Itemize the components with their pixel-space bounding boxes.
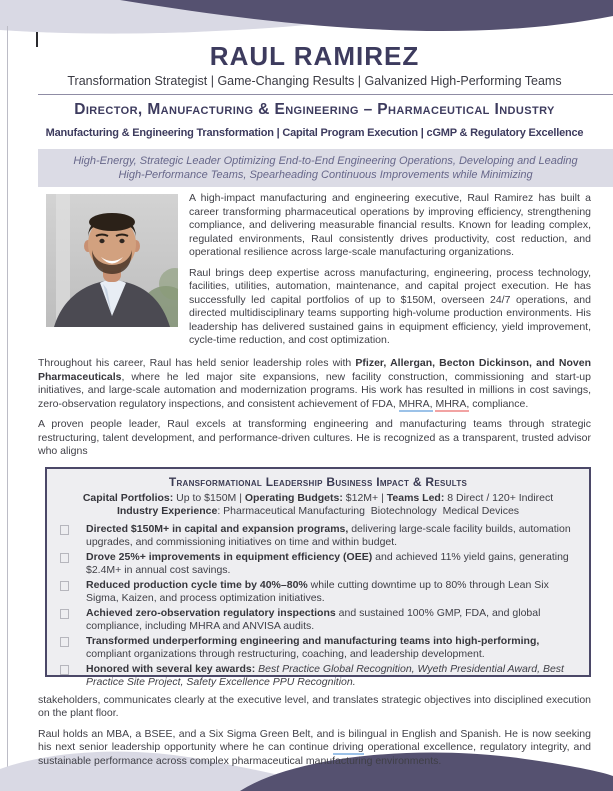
checkbox-icon	[60, 665, 69, 675]
profile-photo	[46, 194, 178, 327]
specialty-line: Manufacturing & Engineering Transformation | Capital Program Execution | cGMP & Regulatory Excellence	[45, 127, 584, 139]
summary-banner	[38, 149, 613, 187]
tagline: Transformation Strategist | Game-Changing Results | Galvanized High-Performing Teams	[67, 74, 562, 88]
checkbox-icon	[60, 637, 69, 647]
checkbox-icon	[60, 553, 69, 563]
bullet-item: Directed $150M+ in capital and expansion programs, delivering large-scale facility builds, automation upgrades, and commissioning initiatives on time and within budget.	[47, 523, 579, 549]
checkbox-icon	[60, 525, 69, 535]
impact-box-title: Transformational Leadership Business Impact & Results	[168, 474, 468, 489]
text-cursor	[36, 32, 38, 47]
bullet-item: Honored with several key awards: Best Practice Global Recognition, Wyeth Presidential Award, Best Practice Site Project, Safety Excellence PPU Recognition.	[47, 663, 579, 689]
summary-paragraph-1: A high-impact manufacturing and engineering executive, Raul Ramirez has built a career transforming pharmaceutical operations by improving efficiency, strengthening compliance, and delivering measurable financial results. Known for leading complex, regulated environments, Raul consistently drives productivity, cost reduction, and operational resilience across large-scale manufacturing organizations.	[189, 192, 591, 258]
header-divider	[38, 94, 613, 95]
impact-bullets	[47, 523, 589, 689]
stats-line-1: Capital Portfolios: Up to $150M | Operating Budgets: $12M+ | Teams Led: 8 Direct / 120+ Indirect	[82, 491, 554, 504]
companies-bold: Pfizer, Allergan, Becton Dickinson, and Noven Pharmaceuticals	[38, 357, 591, 383]
spelling-underline: MHRA,	[435, 397, 470, 410]
awards-italic: Best Practice Global Recognition, Wyeth Presidential Award, Best Practice Site Project, Safety Excellence PPU Recognition.	[86, 662, 564, 688]
bullet-item: Reduced production cycle time by 40%–80% while cutting downtime up to 80% through Lean Six Sigma, Kaizen, and process optimization initiatives.	[47, 579, 579, 605]
bullet-item: Transformed underperforming engineering and manufacturing teams into high-performing, compliant organizations through restructuring, coaching, and leadership development.	[47, 635, 579, 661]
checkbox-icon	[60, 609, 69, 619]
role-title: Director, Manufacturing & Engineering – Pharmaceutical Industry	[74, 101, 555, 118]
impact-stats	[47, 492, 589, 518]
name-heading: RAUL RAMIREZ	[209, 41, 420, 71]
bullet-item: Drove 25%+ improvements in equipment efficiency (OEE) and achieved 11% yield gains, generating $2.4M+ in annual cost savings.	[47, 551, 579, 577]
banner-line-1: High-Energy, Strategic Leader Optimizing End-to-End Engineering Operations, Developing and Leading	[73, 155, 578, 167]
summary-paragraph-2: Raul brings deep expertise across manufacturing, engineering, process technology, facilities, utilities, automation, maintenance, and capital project execution. He has successfully led capital portfolios of up to $150M, overseen 24/7 operations, and directed multidisciplinary teams supporting high-volume production environments. His leadership has delivered sustained gains in equipment efficiency, yield improvement, cycle-time reduction, and cost optimization.	[189, 266, 591, 346]
impact-box	[45, 467, 591, 688]
summary-paragraph-3: Throughout his career, Raul has held senior leadership roles with Pfizer, Allergan, Becton Dickinson, and Noven Pharmaceuticals, where he led major site expansions, new facility construction, commissioning and start-up initiatives, and large-scale automation and modernization programs. His work has resulted in millions in cost savings, zero-observation regulatory inspections, and consistent achievement of FDA, MHRA, MHRA, compliance.	[38, 357, 591, 410]
summary-section	[38, 192, 591, 768]
checkbox-icon	[60, 581, 69, 591]
stats-line-2: Industry Experience: Pharmaceutical Manufacturing Biotechnology Medical Devices	[116, 504, 520, 517]
grammar-underline: MHRA,	[398, 397, 433, 410]
summary-paragraph-4-continued: stakeholders, communicates clearly at the executive level, and translates strategic objectives into disciplined execution on the plant floor.	[38, 693, 591, 719]
bullet-item: Achieved zero-observation regulatory inspections and sustained 100% GMP, FDA, and global compliance, including MHRA and ANVISA audits.	[47, 607, 579, 633]
summary-paragraph-5: Raul holds an MBA, a BSEE, and a Six Sigma Green Belt, and is bilingual in English and Spanish. He is now seeking his next senior leadership opportunity where he can continue driving operational excellence, regulatory integrity, and sustainable performance across complex pharmaceutical manufacturing environments.	[38, 727, 591, 767]
grammar-underline: driving	[332, 741, 364, 753]
banner-line-2: High-Performance Teams, Spearheading Continuous Improvements while Minimizing	[118, 169, 533, 181]
summary-paragraph-4: A proven people leader, Raul excels at transforming engineering and manufacturing teams through strategic restructuring, talent development, and performance-driven cultures. He is recognized as a transparent, trusted advisor who aligns	[38, 418, 591, 457]
